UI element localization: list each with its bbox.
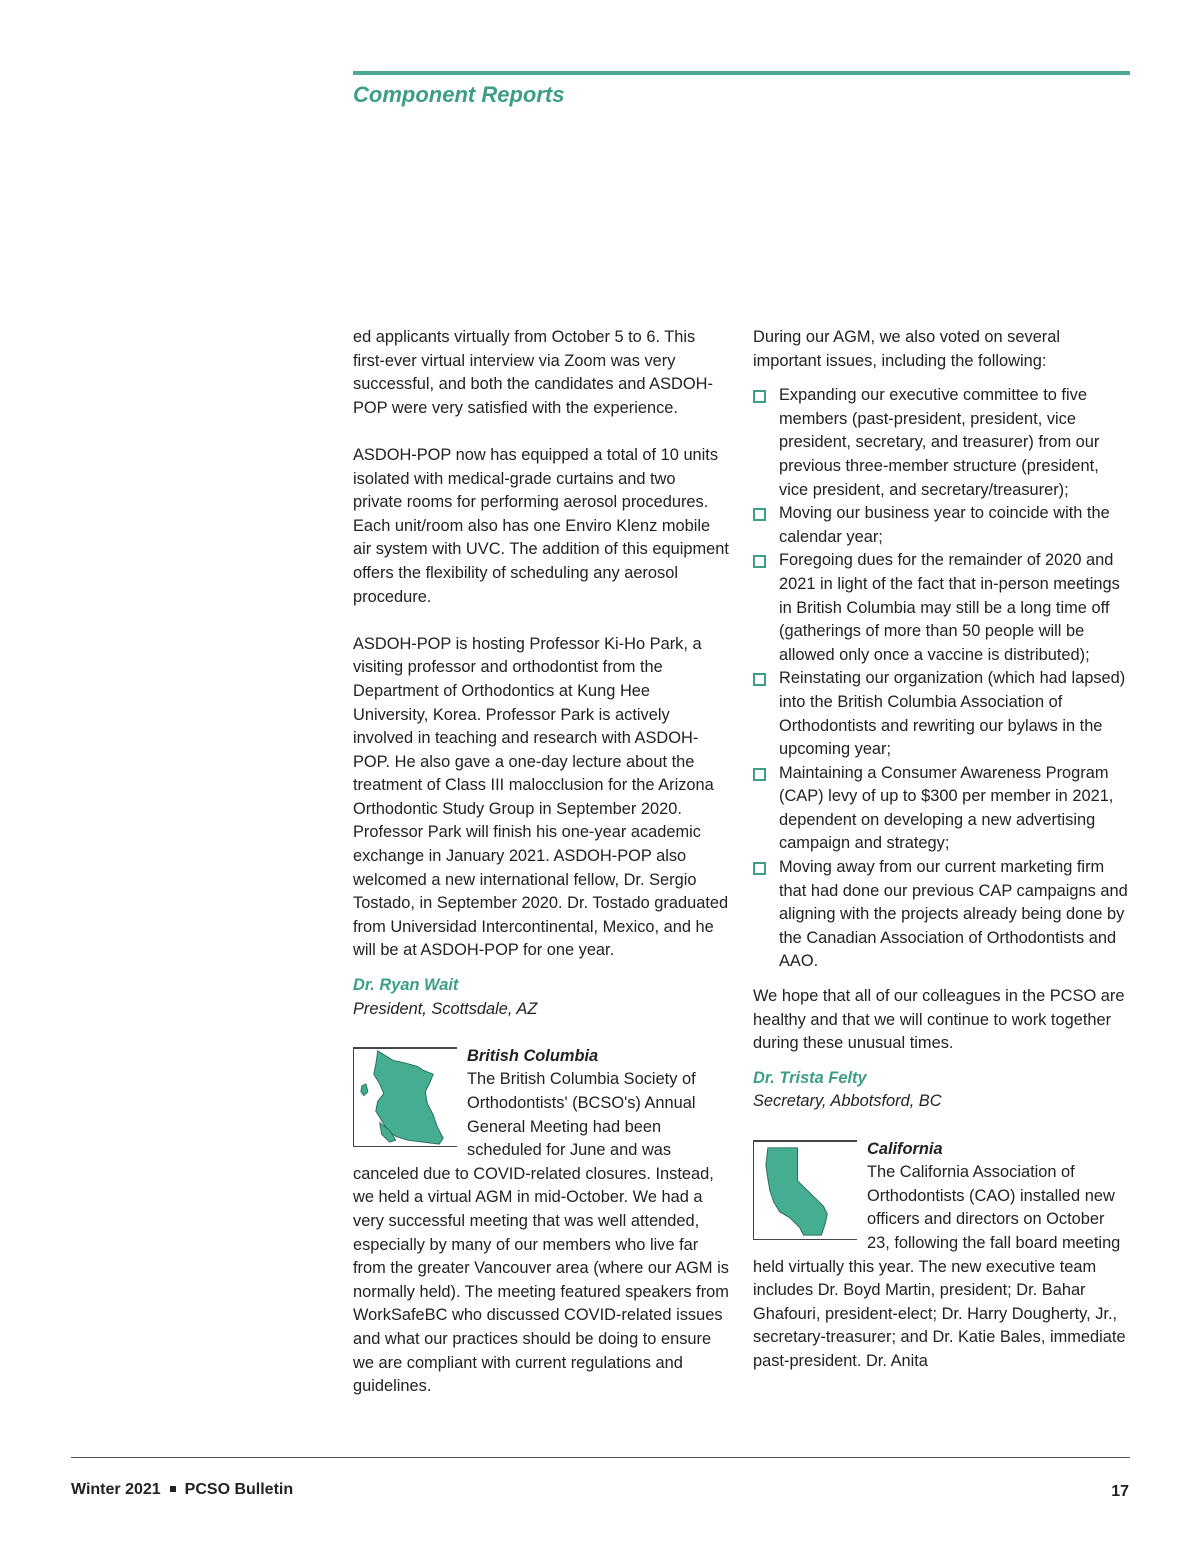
- signature-name: Dr. Trista Felty: [753, 1068, 867, 1087]
- list-item: Expanding our executive committee to five members (past-president, president, vice president, secretary, and treasurer) from our previous three-member structure (president, vice president, and secretary/treasurer);: [753, 384, 1129, 502]
- paragraph: ASDOH-POP is hosting Professor Ki-Ho Park, a visiting professor and orthodontist from the Department of Orthodontics at Kung Hee University, Korea. Professor Park is actively involved in teaching and research with ASDOH-POP. He also gave a one-day lecture about the treatment of Class III malocclusion for the Arizona Orthodontic Study Group in September 2020. Professor Park will finish his one-year academic exchange in January 2021. ASDOH-POP also welcomed a new international fellow, Dr. Sergio Tostado, in September 2020. Dr. Tostado graduated from Universidad Intercontinental, Mexico, and he will be at ASDOH-POP for one year.: [353, 634, 729, 960]
- paragraph: ed applicants virtually from October 5 to 6. This first-ever virtual interview via Zoom was very successful, and both the candidates and ASDOH-POP were very satisfied with the experience.: [353, 328, 713, 417]
- square-bullet-icon: [753, 862, 766, 875]
- section-title: Component Reports: [353, 82, 565, 107]
- california-map-icon: [753, 1140, 857, 1240]
- california-report: [753, 1138, 1129, 1374]
- list-item: Moving our business year to coincide with the calendar year;: [753, 502, 1129, 549]
- report-heading: British Columbia: [467, 1046, 599, 1065]
- page-number: 17: [1111, 1483, 1129, 1500]
- footer-publication-name: PCSO Bulletin: [184, 1481, 294, 1498]
- square-bullet-icon: [753, 508, 766, 521]
- footer-rule: [71, 1457, 1130, 1458]
- list-item: Foregoing dues for the remainder of 2020 and 2021 in light of the fact that in-person meetings in British Columbia may still be a long time off (gatherings of more than 50 people will be allowed only once a vaccine is distributed);: [753, 549, 1129, 667]
- paragraph: ASDOH-POP now has equipped a total of 10 units isolated with medical-grade curtains and two private rooms for performing aerosol procedures. Each unit/room also has one Enviro Klenz mobile air system with UVC. The addition of this equipment offers the flexibility of scheduling any aerosol procedure.: [353, 445, 729, 606]
- list-item: Moving away from our current marketing firm that had done our previous CAP campaigns and aligning with the projects already being done by the Canadian Association of Orthodontists and AAO.: [753, 856, 1129, 974]
- paragraph: The California Association of Orthodontists (CAO) installed new officers and directors on October 23, following the fall board meeting held virtually this year. The new executive team includes Dr. Boyd Martin, president; Dr. Bahar Ghafouri, president-elect; Dr. Harry Dougherty, Jr., secretary-treasurer; and Dr. Katie Bales, immediate past-president. Dr. Anita: [753, 1163, 1126, 1370]
- signature-name: Dr. Ryan Wait: [353, 976, 459, 995]
- footer-publication: [71, 1481, 293, 1499]
- report-heading: California: [867, 1139, 943, 1158]
- footer-issue: Winter 2021: [71, 1481, 161, 1498]
- paragraph: During our AGM, we also voted on several important issues, including the following:: [753, 328, 1061, 370]
- square-bullet-icon: [753, 555, 766, 568]
- list-item: Maintaining a Consumer Awareness Program (CAP) levy of up to $300 per member in 2021, dependent on developing a new advertising campaign and strategy;: [753, 762, 1129, 856]
- bullet-list: [753, 384, 1129, 974]
- list-item: Reinstating our organization (which had lapsed) into the British Columbia Association of Orthodontists and rewriting our bylaws in the upcoming year;: [753, 667, 1129, 761]
- header-rule: [353, 71, 1130, 75]
- square-separator-icon: [170, 1486, 176, 1492]
- paragraph: The British Columbia Society of Orthodontists' (BCSO's) Annual General Meeting had been scheduled for June and was canceled due to COVID-related closures. Instead, we held a virtual AGM in mid-October. We had a very successful meeting that was well attended, especially by many of our members who live far from the greater Vancouver area (where our AGM is normally held). The meeting featured speakers from WorkSafeBC who discussed COVID-related issues and what our practices should be doing to ensure we are compliant with current regulations and guidelines.: [353, 1070, 729, 1396]
- right-column: [753, 326, 1129, 1374]
- british-columbia-map-icon: [353, 1047, 457, 1147]
- signature-title: Secretary, Abbotsford, BC: [753, 1092, 942, 1111]
- square-bullet-icon: [753, 768, 766, 781]
- paragraph: We hope that all of our colleagues in the PCSO are healthy and that we will continue to work together during these unusual times.: [753, 987, 1125, 1053]
- left-column: [353, 326, 729, 1399]
- bc-report: [353, 1045, 729, 1399]
- square-bullet-icon: [753, 390, 766, 403]
- square-bullet-icon: [753, 673, 766, 686]
- signature-title: President, Scottsdale, AZ: [353, 999, 538, 1018]
